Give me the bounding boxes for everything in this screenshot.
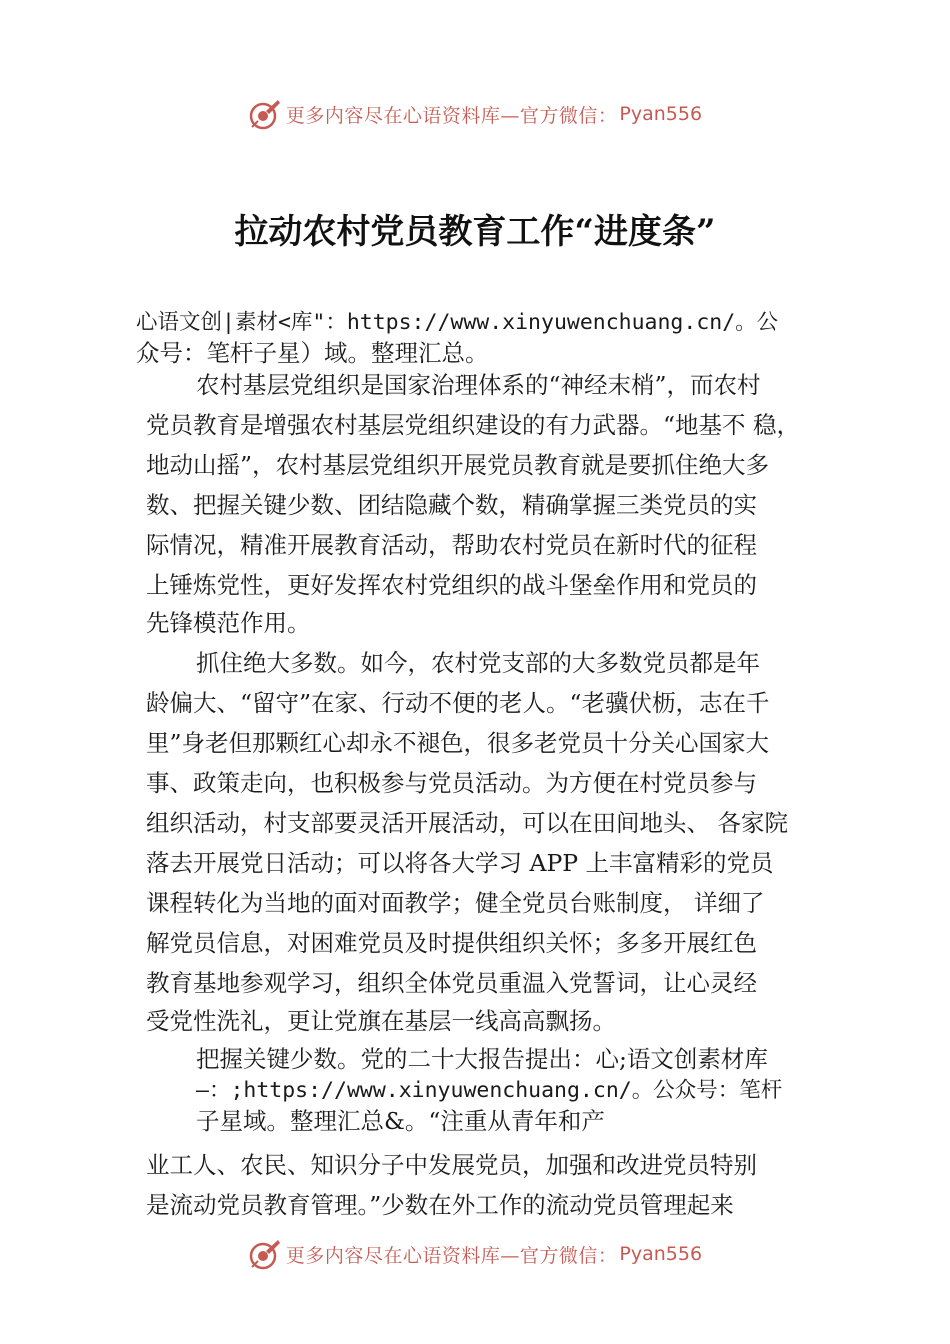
pen-nib-logo-icon [248, 97, 282, 131]
paragraph-2-line: 事、政策走向，也积极参与党员活动。为方便在村党员参与 [146, 769, 757, 797]
pen-nib-logo-icon [248, 1237, 282, 1271]
paragraph-1-line: 党员教育是增强农村基层党组织建设的有力武器。“地基不 稳， [146, 411, 800, 439]
source-line-2: 众号：笔杆子星）域。整理汇总。 [136, 339, 489, 367]
source-line-1: 心语文创|素材<库"：https://www.xinyuwenchuang.cn/。公 [136, 310, 779, 335]
paragraph-2-line: 教育基地参观学习，组织全体党员重温入党誓词，让心灵经 [146, 969, 757, 997]
watermark-text: 更多内容尽在心语资料库—官方微信： [285, 1244, 618, 1267]
watermark-banner-bottom [0, 1234, 950, 1274]
watermark-text: 更多内容尽在心语资料库—官方微信： [285, 104, 618, 127]
paragraph-1-line: 农村基层党组织是国家治理体系的“神经末梢”，而农村 [196, 371, 761, 399]
paragraph-3-line: 是流动党员教育管理。”少数在外工作的流动党员管理起来 [146, 1191, 734, 1219]
page-title: 拉动农村党员教育工作“进度条” [234, 212, 716, 252]
paragraph-2-line: 组织活动，村支部要灵活开展活动，可以在田间地头、 各家院 [146, 809, 788, 837]
paragraph-2-line: 龄偏大、“留守”在家、行动不便的老人。“老骥伏枥，志在千 [146, 689, 770, 717]
paragraph-3-line: 子星域。整理汇总&。“注重从青年和产 [196, 1107, 605, 1135]
paragraph-3-line: 业工人、农民、知识分子中发展党员，加强和改进党员特别 [146, 1151, 757, 1179]
paragraph-2-line: 抓住绝大多数。如今，农村党支部的大多数党员都是年 [196, 649, 760, 677]
watermark-banner-top [0, 94, 950, 134]
paragraph-2-line: 解党员信息，对困难党员及时提供组织关怀；多多开展红色 [146, 929, 757, 957]
paragraph-2-line: 受党性洗礼，更让党旗在基层一线高高飘扬。 [146, 1007, 616, 1035]
paragraph-1-line: 际情况，精准开展教育活动，帮助农村党员在新时代的征程 [146, 531, 757, 559]
paragraph-2-line: 落去开展党日活动；可以将各大学习 APP 上丰富精彩的党员 [146, 849, 774, 877]
paragraph-3-line: —：;https://www.xinyuwenchuang.cn/。公众号：笔杆 [196, 1078, 783, 1103]
watermark-wechat-id: Pyan556 [619, 103, 703, 125]
paragraph-2-line: 里”身老但那颗红心却永不褪色，很多老党员十分关心国家大 [146, 729, 770, 757]
paragraph-1-line: 上锤炼党性，更好发挥农村党组织的战斗堡垒作用和党员的 [146, 571, 757, 599]
paragraph-1-line: 数、把握关键少数、团结隐藏个数，精确掌握三类党员的实 [146, 491, 757, 519]
paragraph-1-line: 先锋模范作用。 [146, 609, 311, 637]
watermark-wechat-id: Pyan556 [619, 1243, 703, 1265]
paragraph-2-line: 课程转化为当地的面对面教学；健全党员台账制度， 详细了 [146, 889, 765, 917]
paragraph-3-line: 把握关键少数。党的二十大报告提出：心;语文创素材库 [196, 1045, 768, 1073]
paragraph-1-line: 地动山摇”，农村基层党组织开展党员教育就是要抓住绝大多 [146, 451, 770, 479]
